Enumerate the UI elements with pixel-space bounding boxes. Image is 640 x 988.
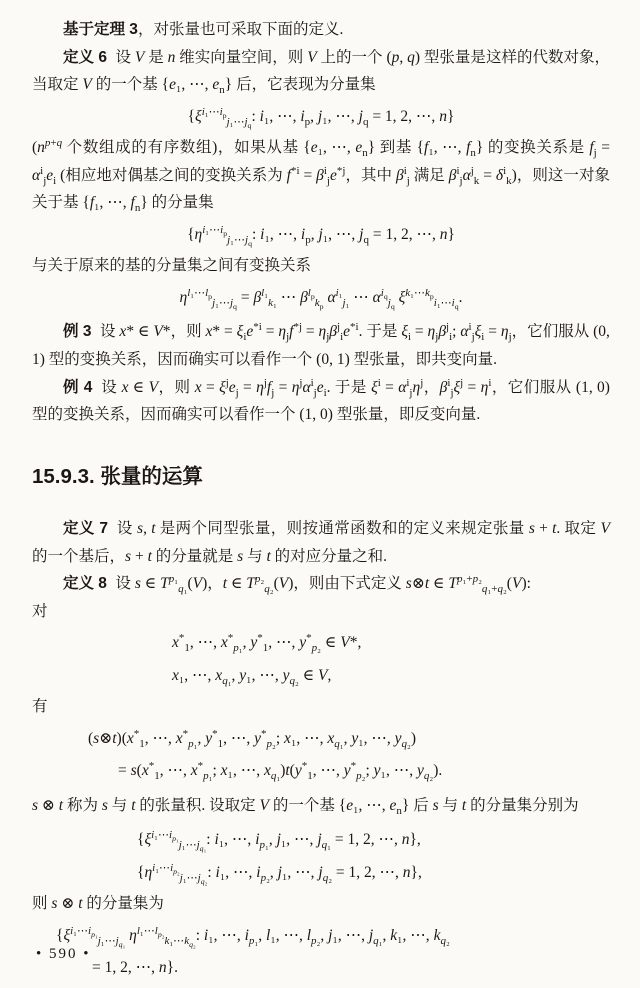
intro-text: ，对张量也可采取下面的定义. [137,21,344,38]
formula-transformation-law: $\eta^{l_1\cdots l_p}_{j_1\cdots j_q} = \beta^{l_1}_{k_1}$ ⋯ $\beta^{l_p}_{k_p}$ $\alpha^{i_1}_{j_1}$ ⋯ $\alpha^{i_q}_{j_q}$ $\xi^{k_1\cdots k_p}_{i_1\cdots i_q}$. [179,286,463,312]
formula-xi-component-set: {$\xi^{i_1\cdots i_p}_{j_1\cdots j_q}$: i₁, ⋯, $i_p$, j₁, ⋯, $j_q = 1$, 2, ⋯, n} [187,105,455,131]
definition-6-label: 定义 6 [63,48,107,66]
intro-bold-label: 基于定理 3 [63,21,138,38]
paragraph-definition-8 [32,570,610,598]
section-heading: 15.9.3. 张量的运算 [32,464,203,488]
formula-components-of-s: {$\xi^{i_1\cdots i_{p_1}}_{j_1\cdots j_{q_1}}$: i₁, ⋯, $i_{p_1}$, j₁, ⋯, $j_{q_1} = 1$, 2, ⋯, n}, [137,829,421,854]
definition-8-text: 设 s ∈ $T^{p_1}_{q_1}(V)$，t ∈ $T^{p_2}_{q_2}(V)$，则由下式定义 s⊗t ∈ $T^{p_1+p_2}_{q_1+q_2}(V)$: [115,573,531,596]
paragraph-transform-intro: 与关于原来的基的分量集之间有变换关系 [32,257,312,275]
example-4-label: 例 4 [63,378,93,396]
example-3-label: 例 3 [63,323,92,341]
paragraph-then-components: 则 s ⊗ t 的分量集为 [32,895,164,913]
definition-7-text: 设 s, t 是两个同型张量，则按通常函数和的定义来规定张量 s + t. 取定 V 的一个基后，s + t 的分量就是 s 与 t 的对应分量之和. [32,520,610,565]
definition-8-label: 定义 8 [63,575,107,593]
page-number: • 590 • [36,946,91,963]
definition-6-text: 设 V 是 n 维实向量空间，则 V 上的一个 (p, q) 型张量是这样的代数对象，当取定 V 的一个基 {e₁, ⋯, $e_n$} 后，它表现为分量集 [32,48,610,97]
paragraph-definition-7 [32,515,610,570]
formula-vectors: x₁, ⋯, $x_{q_1}$, y₁, ⋯, $y_{q_2}$ ∈ V, [172,666,332,687]
formula-tensor-product-line1: $(s\otimes t)(x^*_1$, ⋯, $x^*_{p_1}$, $y^*_1$, ⋯, $y^*_{p_2}$; x₁, ⋯, $x_{q_1}$, y₁, ⋯, $y_{q_2}$) [88,727,417,751]
definition-7-label: 定义 7 [63,520,109,538]
paragraph-definition-6-continued: ($n^{p+q}$ 个数组成的有序数组)，如果从基 {e₁, ⋯, $e_n$} 到基 {f₁, ⋯, $f_n$} 的变换关系是 $f_j = \alpha^i_je_i$ (相应地对偶基之间的变换关系为 $f^{*i} = \beta^i_je^{*j}$，其中 $\beta^i_j$ 满足 $\beta^i_j\alpha^j_k = \delta^i_k$)，则这一对象关于基 {f₁, ⋯, $f_n$} 的分量集 [32,137,611,215]
formula-eta-component-set: {$\eta^{i_1\cdots i_p}_{j_1\cdots j_q}$: i₁, ⋯, $i_p$, j₁, ⋯, $j_q = 1$, 2, ⋯, n} [187,223,455,249]
formula-components-of-product-line1: {$\xi^{i_1\cdots i_{p_1}}_{j_1\cdots j_{q_1}}$ $\eta^{l_1\cdots l_{p_2}}_{k_1\cdots k_{q_2}}$: i₁, ⋯, $i_{p_1}$, l₁, ⋯, $l_{p_2}$, j₁, ⋯, $j_{q_1}$, k₁, ⋯, $k_{q_2}$ [56,924,450,950]
paragraph-for-word: 对 [32,602,48,620]
paragraph-have-word: 有 [32,698,48,716]
paragraph-intro [32,16,610,44]
formula-tensor-product-line2: = $s(x^*_1$, ⋯, $x^*_{p_1}$; x₁, ⋯, $x_{q_1})t(y^*_1$, ⋯, $y^*_{p_2}$; y₁, ⋯, $y_{q_2}$). [118,760,443,783]
example-3-text: 设 x* ∈ V*，则 $x* = \xi_ie^{*i} = \eta_jf^{*j} = \eta_j\beta^j_ie^{*i}$. 于是 $\xi_i = \eta_j\beta^j_i$; $\alpha^i_j\xi_i = \eta_j$，它们服从 (0, 1) 型的变换关系，因而确实可以看作一个 (0, 1) 型张量，即共变向量. [32,321,610,368]
formula-dual-vectors: $x^*_1$, ⋯, $x^*_{p_1}$, $y^*_1$, ⋯, $y^*_{p_2}$ ∈ V*, [172,632,362,655]
formula-components-of-t: {$\eta^{i_1\cdots i_{p_2}}_{j_1\cdots j_{q_2}}$: i₁, ⋯, $i_{p_2}$, j₁, ⋯, $j_{q_2} = 1$, 2, ⋯, n}, [137,861,422,887]
paragraph-definition-6 [32,44,610,99]
example-4-text: 设 x ∈ V，则 $x = \xi^je_j = \eta^jf_j = \eta^j\alpha^i_je_i$. 于是 $\xi^i = \alpha^i_j\eta^j$，$\beta^i_j\xi^j = \eta^i$，它们服从 (1, 0) 型的变换关系，因而确实可以看作一个 (1, 0) 型张量，即反变向量. [32,376,610,424]
paragraph-example-3 [32,318,610,373]
formula-components-of-product-line2: = 1, 2, ⋯, n}. [92,959,178,977]
paragraph-example-4 [32,374,610,429]
paragraph-tensor-product: s ⊗ t 称为 s 与 t 的张量积. 设取定 V 的一个基 {e₁, ⋯, $e_n$} 后 s 与 t 的分量集分别为 [32,796,579,817]
